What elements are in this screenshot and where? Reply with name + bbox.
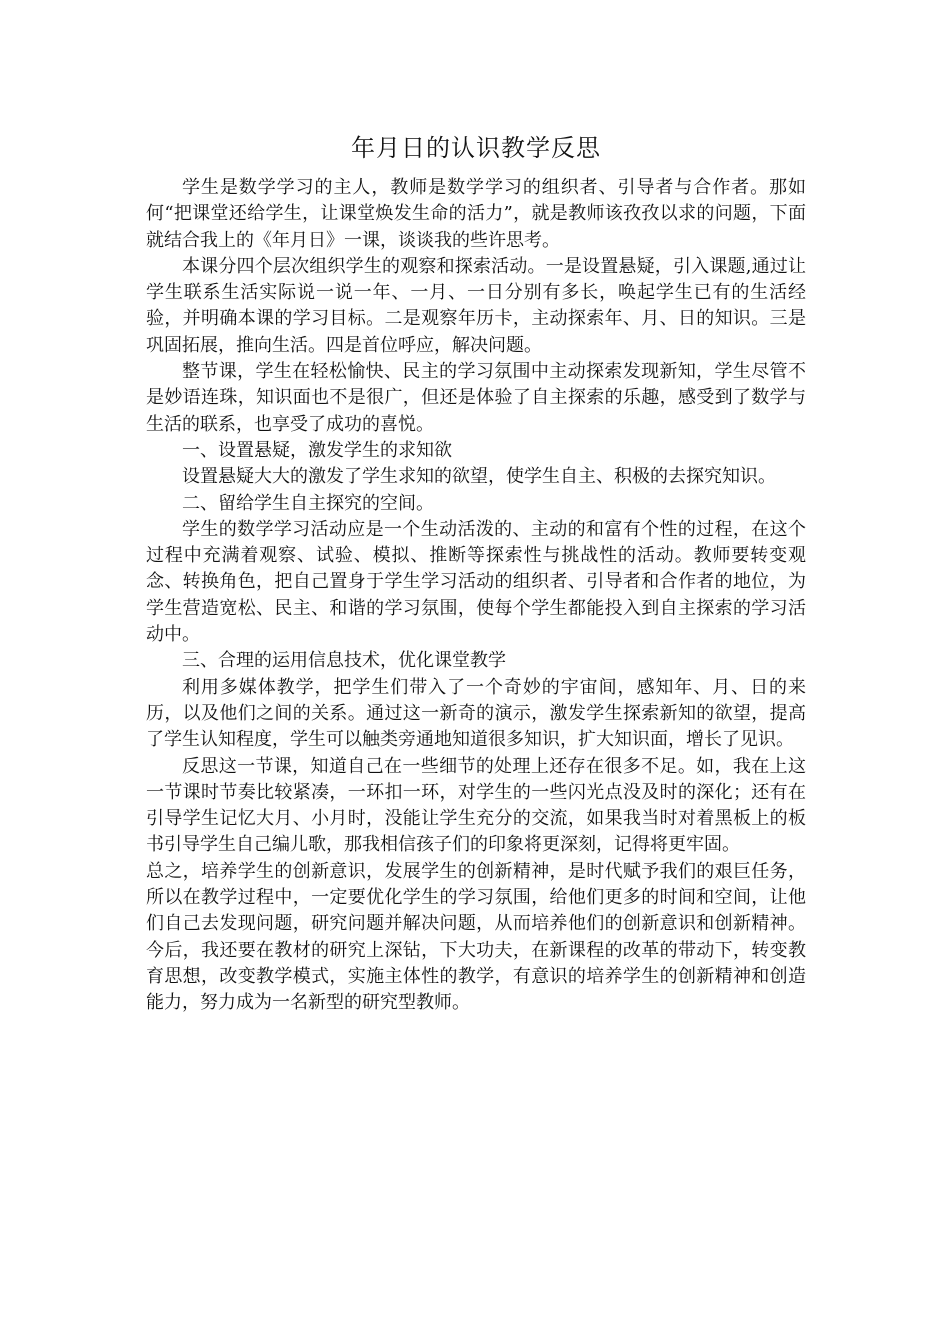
section-heading-3: 三、合理的运用信息技术，优化课堂教学 [182, 650, 506, 672]
paragraph-conclusion: 总之，培养学生的创新意识，发展学生的创新精神，是时代赋予我们的艰巨任务，所以在教学过程中，一定要优化学生的学习氛围，给他们更多的时间和空间，让他们自己去发现问题，研究问题并解决问题，从而培养他们的创新意识和创新精神。今后，我还要在教材的研究上深钻，下大功夫，在新课程的改革的带动下，转变教育思想，改变教学模式，实施主体性的教学，有意识的培养学生的创新精神和创造能力，努力成为一名新型的研究型教师。 [146, 860, 806, 1014]
document-body [146, 175, 806, 1017]
paragraph-section-2: 学生的数学学习活动应是一个生动活泼的、主动的和富有个性的过程，在这个过程中充满着观察、试验、模拟、推断等探索性与挑战性的活动。教师要转变观念、转换角色，把自己置身于学生学习活动的组织者、引导者和合作者的地位，为学生营造宽松、民主、和谐的学习氛围，使每个学生都能投入到自主探索的学习活动中。 [146, 518, 806, 646]
paragraph-reflection: 反思这一节课，知道自己在一些细节的处理上还存在很多不足。如，我在上这一节课时节奏比较紧凑，一环扣一环，对学生的一些闪光点没及时的深化；还有在引导学生记忆大月、小月时，没能让学生充分的交流，如果我当时对着黑板上的板书引导学生自己编儿歌，那我相信孩子们的印象将更深刻，记得将更牢固。 [146, 755, 806, 856]
section-heading-2: 二、留给学生自主探究的空间。 [182, 492, 434, 514]
paragraph-lesson-structure: 本课分四个层次组织学生的观察和探索活动。一是设置悬疑，引入课题,通过让学生联系生活实际说一说一年、一月、一日分别有多长，唤起学生已有的生活经验，并明确本课的学习目标。二是观察年历卡，主动探索年、月、日的知识。三是巩固拓展，推向生活。四是首位呼应，解决问题。 [146, 255, 806, 356]
section-heading-1: 一、设置悬疑，激发学生的求知欲 [182, 439, 452, 461]
paragraph-section-3: 利用多媒体教学，把学生们带入了一个奇妙的宇宙间，感知年、月、日的来历，以及他们之间的关系。通过这一新奇的演示，激发学生探索新知的欲望，提高了学生认知程度，学生可以触类旁通地知道很多知识，扩大知识面，增长了见识。 [146, 676, 806, 751]
paragraph-section-1: 设置悬疑大大的激发了学生求知的欲望，使学生自主、积极的去探究知识。 [182, 466, 776, 488]
document-page [146, 128, 806, 1017]
paragraph-intro: 学生是数学学习的主人，教师是数学学习的组织者、引导者与合作者。那如何“把课堂还给学生，让课堂焕发生命的活力”，就是教师该孜孜以求的问题，下面就结合我上的《年月日》一课，谈谈我的些许思考。 [146, 177, 806, 251]
paragraph-lesson-summary: 整节课，学生在轻松愉快、民主的学习氛围中主动探索发现新知，学生尽管不是妙语连珠，知识面也不是很广，但还是体验了自主探索的乐趣，感受到了数学与生活的联系，也享受了成功的喜悦。 [146, 361, 806, 435]
document-title: 年月日的认识教学反思 [351, 134, 601, 162]
